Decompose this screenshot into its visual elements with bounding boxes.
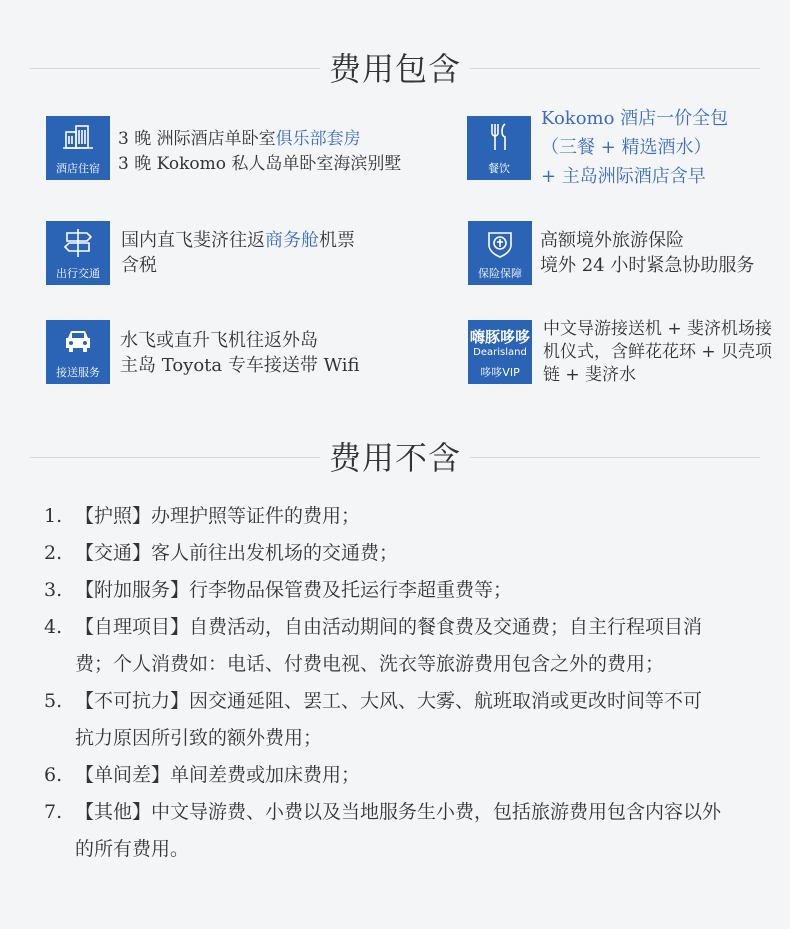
item-text bbox=[541, 104, 728, 191]
signpost-icon bbox=[46, 221, 110, 285]
item-text bbox=[120, 328, 360, 378]
item-text bbox=[121, 228, 355, 278]
item-text bbox=[543, 318, 772, 387]
item-line: （三餐 + 精选酒水） bbox=[541, 137, 712, 158]
list-item: 5. 【不可抗力】因交通延阻、罢工、大风、大雾、航班取消或更改时间等不可 抗力原因所引致的额外费用； bbox=[44, 690, 703, 749]
item-line: 含税 bbox=[121, 255, 157, 276]
car-icon bbox=[46, 320, 110, 384]
list-item: 7. 【其他】中文导游费、小费以及当地服务生小费，包括旅游费用包含内容以外 的所有费用。 bbox=[44, 801, 722, 860]
excluded-notes-list bbox=[44, 498, 764, 868]
item-line: 国内直飞斐济往返商务舱机票 bbox=[121, 230, 355, 251]
insurance-icon bbox=[468, 221, 532, 285]
item-line: 中文导游接送机 + 斐济机场接 bbox=[543, 319, 773, 339]
brand-name-en: Dearisland bbox=[473, 347, 527, 358]
dearisland-logo-icon bbox=[468, 320, 532, 384]
item-line: 链 + 斐济水 bbox=[543, 365, 637, 385]
list-item: 3. 【附加服务】行李物品保管费及托运行李超重费等； bbox=[44, 579, 513, 601]
icon-label: 哆哆VIP bbox=[480, 366, 520, 379]
item-line: 境外 24 小时紧急协助服务 bbox=[540, 255, 755, 276]
fork-knife-icon bbox=[467, 116, 531, 180]
icon-label: 接送服务 bbox=[56, 366, 100, 379]
item-line: 机仪式，含鲜花花环 + 贝壳项 bbox=[543, 342, 773, 362]
item-line: 3 晚 洲际酒店单卧室俱乐部套房 bbox=[118, 129, 361, 149]
icon-label: 保险保障 bbox=[478, 267, 522, 280]
excluded-section-header bbox=[0, 438, 790, 478]
icon-label: 酒店住宿 bbox=[56, 162, 100, 175]
icon-label: 出行交通 bbox=[56, 267, 100, 280]
item-line: 主岛 Toyota 专车接送带 Wifi bbox=[120, 355, 360, 376]
included-title: 费用包含 bbox=[328, 50, 461, 88]
excluded-title: 费用不含 bbox=[328, 439, 461, 477]
item-text bbox=[118, 127, 401, 177]
included-section-header bbox=[0, 49, 790, 89]
item-line: + 主岛洲际酒店含早 bbox=[541, 166, 706, 187]
list-item: 1. 【护照】办理护照等证件的费用； bbox=[44, 505, 361, 527]
list-item: 6. 【单间差】单间差费或加床费用； bbox=[44, 764, 361, 786]
hotel-icon bbox=[46, 116, 110, 180]
list-item: 2. 【交通】客人前往出发机场的交通费； bbox=[44, 542, 399, 564]
item-line: 水飞或直升飞机往返外岛 bbox=[120, 330, 318, 351]
item-line: 高额境外旅游保险 bbox=[540, 230, 684, 251]
list-item: 4. 【自理项目】自费活动，自由活动期间的餐食费及交通费；自主行程项目消 费；个人消费如：电话、付费电视、洗衣等旅游费用包含之外的费用； bbox=[44, 616, 703, 675]
item-text bbox=[540, 228, 754, 278]
icon-label: 餐饮 bbox=[488, 162, 510, 175]
item-line: Kokomo 酒店一价全包 bbox=[541, 108, 729, 129]
item-line: 3 晚 Kokomo 私人岛单卧室海滨别墅 bbox=[118, 154, 402, 174]
brand-name: 嗨豚哆哆 bbox=[469, 328, 530, 346]
